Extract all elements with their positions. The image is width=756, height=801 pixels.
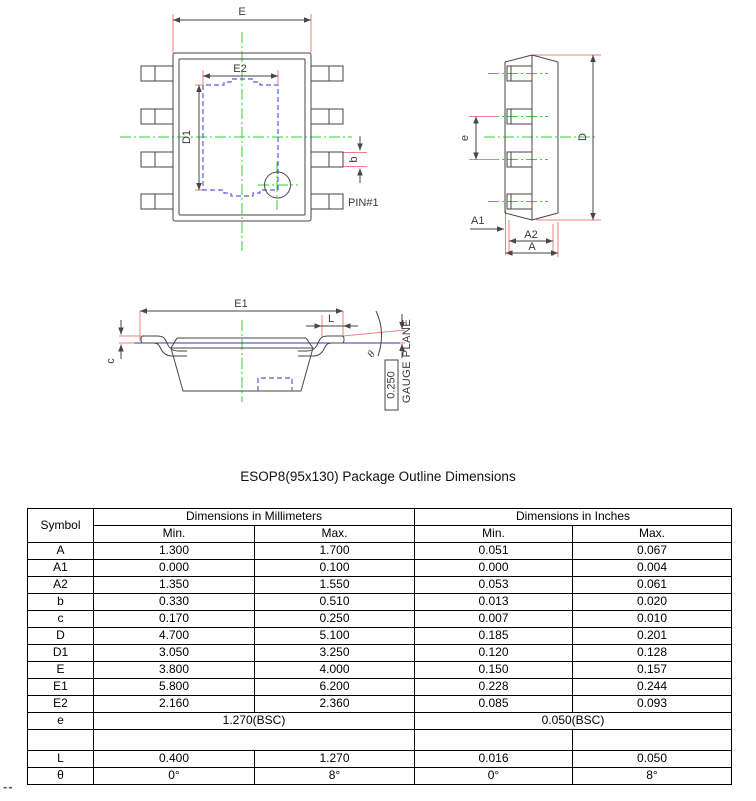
dim-label-E: E	[238, 6, 246, 18]
value-cell: 5.100	[255, 628, 415, 645]
dim-label-E2: E2	[233, 63, 247, 75]
value-cell: 0.020	[573, 594, 732, 611]
value-cell: 3.050	[94, 645, 255, 662]
table-row	[28, 594, 732, 611]
front-view	[105, 298, 413, 410]
table-row	[28, 628, 732, 645]
table-row	[28, 696, 732, 713]
value-cell: 4.000	[255, 662, 415, 679]
value-cell: 8°	[573, 768, 732, 785]
value-cell: 0.244	[573, 679, 732, 696]
pin1-label: PIN#1	[348, 197, 379, 209]
table-row	[28, 560, 732, 577]
value-cell: 0.170	[94, 611, 255, 628]
header-mm-max: Max.	[255, 526, 415, 543]
value-cell: 0.004	[573, 560, 732, 577]
value-cell: 1.550	[255, 577, 415, 594]
value-cell: 0.067	[573, 543, 732, 560]
table-row	[28, 679, 732, 696]
dim-label-b: b	[348, 156, 360, 163]
header-symbol: Symbol	[28, 509, 94, 543]
dim-label-A: A	[528, 241, 536, 253]
value-cell: 1.700	[255, 543, 415, 560]
table-row-blank	[28, 730, 732, 751]
value-cell: 0.061	[573, 577, 732, 594]
value-cell: 3.250	[255, 645, 415, 662]
table-row-theta	[28, 768, 732, 785]
value-cell: 6.200	[255, 679, 415, 696]
value-cell: 0.016	[415, 751, 573, 768]
footer-mark: --	[3, 779, 14, 794]
dim-label-e: e	[459, 134, 471, 142]
symbol-cell: A	[28, 543, 94, 560]
table-row	[28, 662, 732, 679]
symbol-cell: D	[28, 628, 94, 645]
dim-label-D1: D1	[181, 129, 193, 145]
table-row	[28, 577, 732, 594]
blank-cell	[94, 730, 415, 751]
symbol-cell: A1	[28, 560, 94, 577]
symbol-cell: θ	[28, 768, 94, 785]
blank-cell	[415, 730, 573, 751]
dim-label-theta: θ	[365, 348, 379, 360]
value-cell: 5.800	[94, 679, 255, 696]
value-cell-bsc-mm: 1.270(BSC)	[94, 713, 415, 730]
page-title: ESOP8(95x130) Package Outline Dimensions	[240, 469, 516, 484]
table-row	[28, 543, 732, 560]
value-cell: 0.228	[415, 679, 573, 696]
front-view-dimensions	[105, 298, 413, 410]
side-view-extension-lines	[469, 55, 601, 257]
value-cell: 0.093	[573, 696, 732, 713]
value-cell: 0.250	[255, 611, 415, 628]
value-cell: 0.120	[415, 645, 573, 662]
side-view	[459, 55, 601, 257]
value-cell: 0.000	[415, 560, 573, 577]
header-in-max: Max.	[573, 526, 732, 543]
value-cell: 4.700	[94, 628, 255, 645]
dim-label-E1: E1	[234, 298, 248, 310]
table-row-e	[28, 713, 732, 730]
exposed-pad-front	[258, 378, 292, 391]
value-cell: 1.300	[94, 543, 255, 560]
symbol-cell: e	[28, 713, 94, 730]
top-view-extension-lines	[173, 14, 367, 190]
value-cell: 0.400	[94, 751, 255, 768]
table-row	[28, 611, 732, 628]
value-cell: 0.053	[415, 577, 573, 594]
symbol-cell: E	[28, 662, 94, 679]
value-cell: 0.150	[415, 662, 573, 679]
dim-label-D: D	[577, 133, 589, 141]
value-cell: 2.360	[255, 696, 415, 713]
value-cell: 0.000	[94, 560, 255, 577]
header-mm: Dimensions in Millimeters	[94, 509, 415, 526]
dim-label-c: c	[105, 358, 117, 364]
gauge-offset-label: 0.250	[385, 371, 398, 399]
value-cell: 0.185	[415, 628, 573, 645]
header-inches: Dimensions in Inches	[415, 509, 732, 526]
value-cell: 0.010	[573, 611, 732, 628]
symbol-cell: c	[28, 611, 94, 628]
value-cell-bsc-in: 0.050(BSC)	[415, 713, 732, 730]
value-cell: 2.160	[94, 696, 255, 713]
value-cell: 0.330	[94, 594, 255, 611]
top-view	[120, 6, 379, 251]
value-cell: 0.510	[255, 594, 415, 611]
table-row	[28, 645, 732, 662]
value-cell: 0°	[415, 768, 573, 785]
value-cell: 0.100	[255, 560, 415, 577]
dim-label-L: L	[327, 313, 335, 325]
dimensions-table	[27, 508, 732, 785]
value-cell: 0.085	[415, 696, 573, 713]
header-in-min: Min.	[415, 526, 573, 543]
value-cell: 0.128	[573, 645, 732, 662]
value-cell: 1.350	[94, 577, 255, 594]
value-cell: 8°	[255, 768, 415, 785]
symbol-cell: b	[28, 594, 94, 611]
value-cell: 0.157	[573, 662, 732, 679]
symbol-cell: E2	[28, 696, 94, 713]
symbol-cell: L	[28, 751, 94, 768]
header-row-1	[28, 509, 732, 526]
value-cell: 0°	[94, 768, 255, 785]
symbol-cell: D1	[28, 645, 94, 662]
dim-label-A2: A2	[524, 229, 538, 241]
value-cell: 0.013	[415, 594, 573, 611]
symbol-cell: A2	[28, 577, 94, 594]
value-cell: 3.800	[94, 662, 255, 679]
side-view-dimensions	[459, 55, 593, 253]
gauge-plane-label: GAUGE PLANE	[401, 318, 413, 404]
value-cell: 0.051	[415, 543, 573, 560]
header-mm-min: Min.	[94, 526, 255, 543]
top-view-dimensions	[173, 6, 379, 209]
blank-cell	[573, 730, 732, 751]
symbol-cell: E1	[28, 679, 94, 696]
value-cell: 0.050	[573, 751, 732, 768]
value-cell: 0.201	[573, 628, 732, 645]
value-cell: 1.270	[255, 751, 415, 768]
header-row-2	[28, 526, 732, 543]
table-row-L	[28, 751, 732, 768]
blank-cell	[28, 730, 94, 751]
dim-label-A1: A1	[471, 215, 485, 227]
value-cell: 0.007	[415, 611, 573, 628]
